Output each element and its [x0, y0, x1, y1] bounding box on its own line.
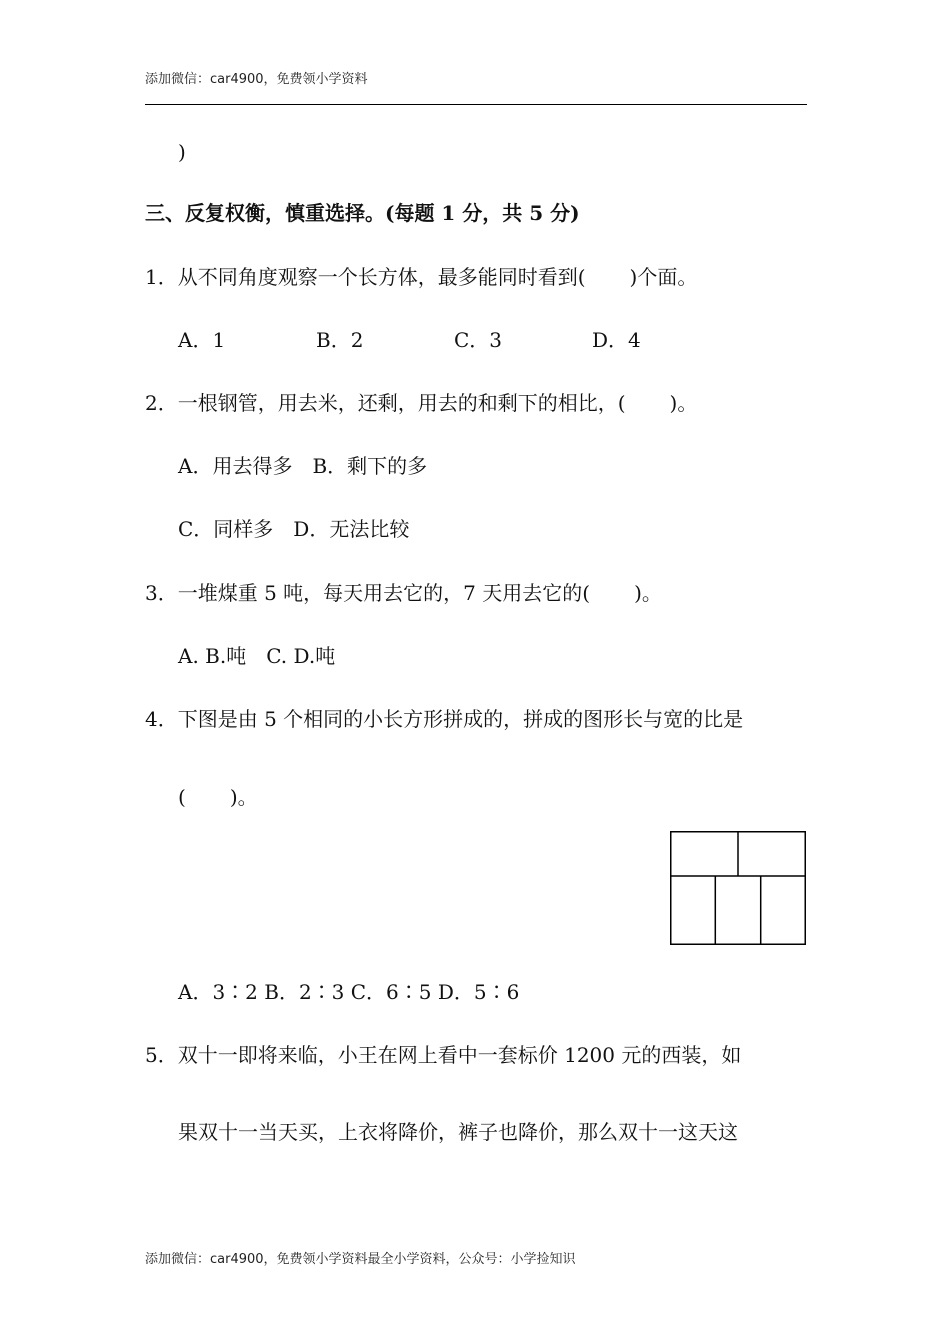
question-1 — [145, 267, 697, 287]
question-text-end: )。 — [669, 391, 698, 415]
option-b: B．2 — [316, 328, 364, 352]
question-number: 5． — [145, 1043, 178, 1067]
question-text: 一堆煤重 5 吨，每天用去它的，7 天用去它的( — [177, 581, 591, 605]
option-a: A．1 — [178, 328, 226, 352]
question-text-end: )。 — [634, 581, 662, 605]
question-text: 下图是由 5 个相同的小长方形拼成的，拼成的图形长与宽的比是 — [177, 707, 744, 731]
question-text: 双十一即将来临，小王在网上看中一套标价 1200 元的西装，如 — [177, 1043, 742, 1067]
option-c: C．3 — [454, 328, 503, 352]
question-number: 4． — [145, 707, 178, 731]
section-title: 三、反复权衡，慎重选择。(每题 1 分，共 5 分) — [145, 201, 580, 225]
question-3-options: A. B.吨 C. D.吨 — [178, 644, 336, 668]
continuation-paren: ) — [178, 140, 186, 164]
question-2-options-row-1: A．用去得多 B．剩下的多 — [178, 454, 428, 478]
question-4-line-2 — [178, 787, 258, 807]
page-footer: 添加微信：car4900，免费领小学资料最全小学资料，公众号：小学捡知识 — [145, 1252, 576, 1267]
question-4 — [145, 709, 743, 729]
question-number: 3． — [145, 581, 178, 605]
option-d: D．4 — [592, 328, 641, 352]
question-text: 从不同角度观察一个长方体，最多能同时看到( — [177, 265, 586, 289]
question-2-options-row-2: C．同样多 D．无法比较 — [178, 517, 410, 541]
question-number: 1． — [145, 265, 178, 289]
question-3 — [145, 583, 662, 603]
question-2 — [145, 393, 697, 413]
question-5 — [145, 1045, 741, 1065]
page-header: 添加微信：car4900，免费领小学资料 — [145, 72, 368, 87]
question-number: 2． — [145, 391, 178, 415]
rectangle-figure — [670, 831, 806, 945]
header-divider — [145, 104, 807, 105]
question-4-options: A．3∶2 B．2∶3 C．6∶5 D．5∶6 — [178, 980, 520, 1004]
question-5-line-2: 果双十一当天买，上衣将降价，裤子也降价，那么双十一这天这 — [178, 1120, 738, 1144]
question-text-end: )。 — [229, 785, 258, 809]
question-1-options — [178, 330, 641, 350]
question-text-end: )个面。 — [629, 265, 698, 289]
question-paren-open: ( — [178, 785, 186, 809]
question-text: 一根钢管，用去米，还剩，用去的和剩下的相比，( — [177, 391, 626, 415]
